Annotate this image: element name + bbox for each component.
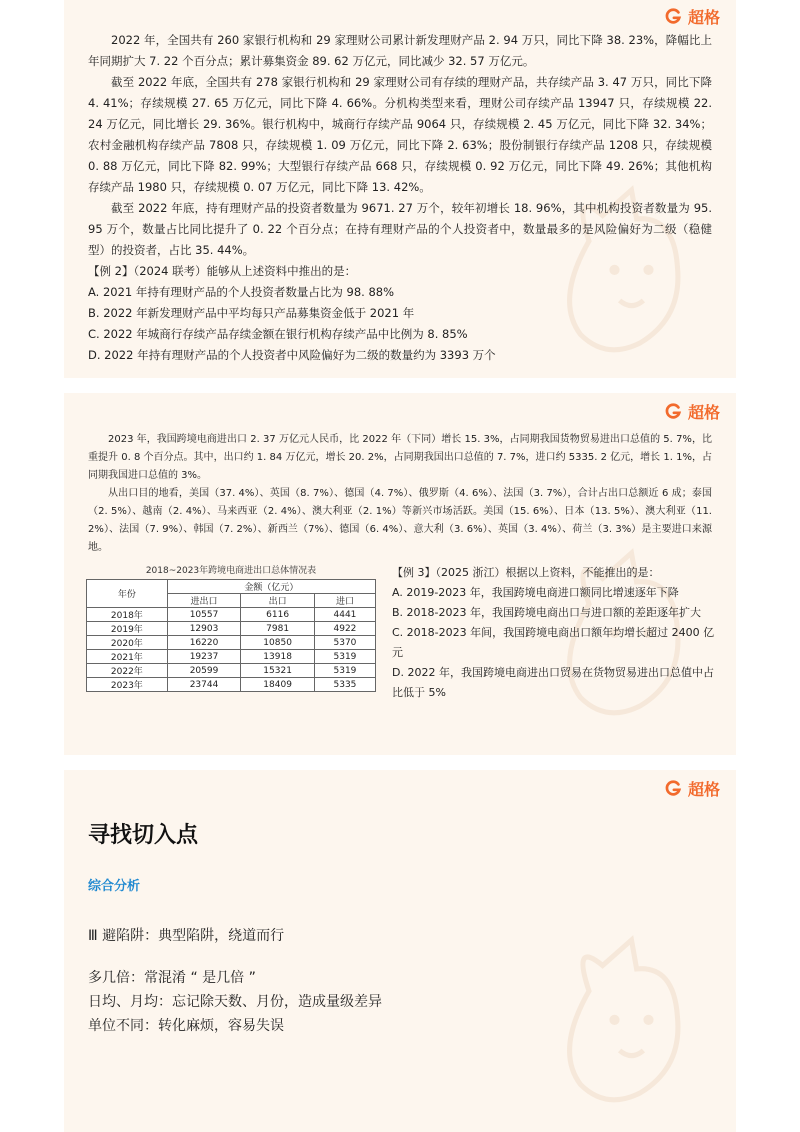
page-1 (64, 0, 736, 378)
table-cell: 5370 (314, 636, 375, 650)
table-cell: 16220 (167, 636, 241, 650)
page-header (64, 2, 736, 30)
table-cell: 2018年 (87, 608, 168, 622)
paragraph: 截至 2022 年底，持有理财产品的投资者数量为 9671. 27 万个，较年初增长 18. 96%，其中机构投资者数量为 95. 95 万个，数量占比同比提升了 0. 22 个百分点；在持有理财产品的个人投资者中，数量最多的是风险偏好为二级（稳健型）的投资者，占比 35. 44%。 (88, 201, 712, 257)
tip-heading: Ⅲ 避陷阱：典型陷阱，绕道而行 (88, 928, 285, 944)
table-cell: 19237 (167, 650, 241, 664)
tip-item: 单位不同：转化麻烦，容易失误 (88, 1018, 284, 1034)
table-header: 进出口 (167, 594, 241, 608)
page-header (64, 770, 736, 806)
brand-logo (664, 5, 720, 28)
question-block-3 (392, 563, 722, 703)
brand-logo (664, 777, 720, 800)
data-table (86, 579, 376, 692)
tip-item: 日均、月均：忘记除天数、月份，造成量级差异 (88, 994, 382, 1010)
page-2 (64, 393, 736, 755)
table-cell: 13918 (241, 650, 315, 664)
data-table-block (86, 563, 376, 703)
passage-finance (64, 30, 736, 261)
table-cell: 20599 (167, 664, 241, 678)
brand-logo-icon (664, 402, 682, 420)
table-cell: 12903 (167, 622, 241, 636)
table-cell: 10557 (167, 608, 241, 622)
table-row (87, 664, 376, 678)
table-cell: 23744 (167, 678, 241, 692)
passage-ecommerce (64, 431, 736, 557)
table-row (87, 608, 376, 622)
paragraph: 从出口目的地看，美国（37. 4%）、英国（8. 7%）、德国（4. 7%）、俄罗斯（4. 6%）、法国（3. 7%），合计占出口总额近 6 成；泰国（2. 5%）、越南（2. 4%）、马来西亚（2. 4%）、澳大利亚（2. 1%）等新兴市场活跃。美国（15. 6%）、日本（13. 5%）、澳大利亚（11. 2%）、法国（7. 9%）、韩国（7. 2%）、新西兰（7%）、德国（6. 4%）、意大利（3. 6%）、英国（3. 4%）、荷兰（3. 3%）是主要进口来源地。 (88, 488, 712, 553)
option-b[interactable]: B. 2018-2023 年，我国跨境电商出口与进口额的差距逐年扩大 (392, 606, 701, 619)
brand-name: 超格 (687, 779, 720, 799)
table-cell: 2022年 (87, 664, 168, 678)
table-cell: 5319 (314, 664, 375, 678)
paragraph: 2022 年，全国共有 260 家银行机构和 29 家理财公司累计新发理财产品 2. 94 万只，同比下降 38. 23%，降幅比上年同期扩大 7. 22 个百分点；累计募集资金 89. 62 万亿元，同比减少 32. 57 万亿元。 (88, 33, 712, 68)
table-cell: 4922 (314, 622, 375, 636)
option-c[interactable]: C. 2022 年城商行存续产品存续金额在银行机构存续产品中比例为 8. 85% (88, 327, 468, 341)
option-a[interactable]: A. 2021 年持有理财产品的个人投资者数量占比为 98. 88% (88, 285, 395, 299)
table-cell: 4441 (314, 608, 375, 622)
table-row (87, 678, 376, 692)
tip-list (64, 966, 736, 1038)
brand-logo-icon (664, 7, 682, 25)
page-3 (64, 770, 736, 1132)
brand-name: 超格 (687, 7, 720, 27)
table-cell: 2023年 (87, 678, 168, 692)
table-cell: 2021年 (87, 650, 168, 664)
option-d[interactable]: D. 2022 年持有理财产品的个人投资者中风险偏好为二级的数量约为 3393 万个 (88, 348, 496, 362)
table-header: 进口 (314, 594, 375, 608)
table-row (87, 636, 376, 650)
table-cell: 6116 (241, 608, 315, 622)
option-d[interactable]: D. 2022 年，我国跨境电商进出口贸易在货物贸易进出口总值中占比低于 5% (392, 666, 714, 699)
tip-item: 多几倍：常混淆 “ 是几倍 ” (88, 970, 256, 986)
question-stem: 【例 3】（2025 浙江）根据以上资料，不能推出的是： (392, 566, 660, 579)
table-cell: 5335 (314, 678, 375, 692)
table-row (87, 650, 376, 664)
table-cell: 10850 (241, 636, 315, 650)
brand-logo-icon (664, 779, 682, 797)
option-b[interactable]: B. 2022 年新发理财产品中平均每只产品募集资金低于 2021 年 (88, 306, 415, 320)
table-cell: 15321 (241, 664, 315, 678)
section-subtitle: 综合分析 (88, 879, 141, 894)
option-c[interactable]: C. 2018-2023 年间，我国跨境电商出口额年均增长超过 2400 亿元 (392, 626, 715, 659)
table-title: 2018~2023年跨境电商进出口总体情况表 (145, 566, 317, 576)
option-a[interactable]: A. 2019-2023 年，我国跨境电商进口额同比增速逐年下降 (392, 586, 679, 599)
table-row (87, 622, 376, 636)
table-cell: 5319 (314, 650, 375, 664)
question-stem: 【例 2】（2024 联考）能够从上述资料中推出的是： (88, 264, 357, 278)
paragraph: 截至 2022 年底，全国共有 278 家银行机构和 29 家理财公司有存续的理财产品，共存续产品 3. 47 万只，同比下降 4. 41%；存续规模 27. 65 万亿元，同比下降 4. 66%。分机构类型来看，理财公司存续产品 13947 只，存续规模 22. 24 万亿元，同比增长 29. 36%。银行机构中，城商行存续产品 9064 只，存续规模 2. 45 万亿元，同比下降 32. 34%；农村金融机构存续产品 7808 只，存续规模 1. 09 万亿元，同比下降 2. 63%；股份制银行存续产品 1208 只，存续规模 0. 88 万亿元，同比下降 82. 99%；大型银行存续产品 668 只，存续规模 0. 92 万亿元，同比下降 49. 26%；其他机构存续产品 1980 只，存续规模 0. 07 万亿元，同比下降 13. 42%。 (88, 75, 712, 194)
table-header-amount: 金额（亿元） (167, 580, 375, 594)
table-cell: 2020年 (87, 636, 168, 650)
brand-name: 超格 (687, 402, 720, 422)
table-and-question (64, 557, 736, 703)
brand-logo (664, 400, 720, 423)
table-cell: 7981 (241, 622, 315, 636)
question-block-2 (64, 261, 736, 366)
paragraph: 2023 年，我国跨境电商进出口 2. 37 万亿元人民币，比 2022 年（下同）增长 15. 3%，占同期我国货物贸易进出口总值的 5. 7%，比重提升 0. 8 个百分点。其中，出口约 1. 84 万亿元，增长 20. 2%，占同期我国出口总值的 7. 7%，进口约 5335. 2 亿元，增长 1. 1%，占同期我国进口总值的 3%。 (88, 434, 712, 481)
table-cell: 18409 (241, 678, 315, 692)
table-header-year: 年份 (87, 580, 168, 608)
page-header (64, 393, 736, 429)
section-title: 寻找切入点 (88, 823, 199, 848)
table-header: 出口 (241, 594, 315, 608)
table-cell: 2019年 (87, 622, 168, 636)
